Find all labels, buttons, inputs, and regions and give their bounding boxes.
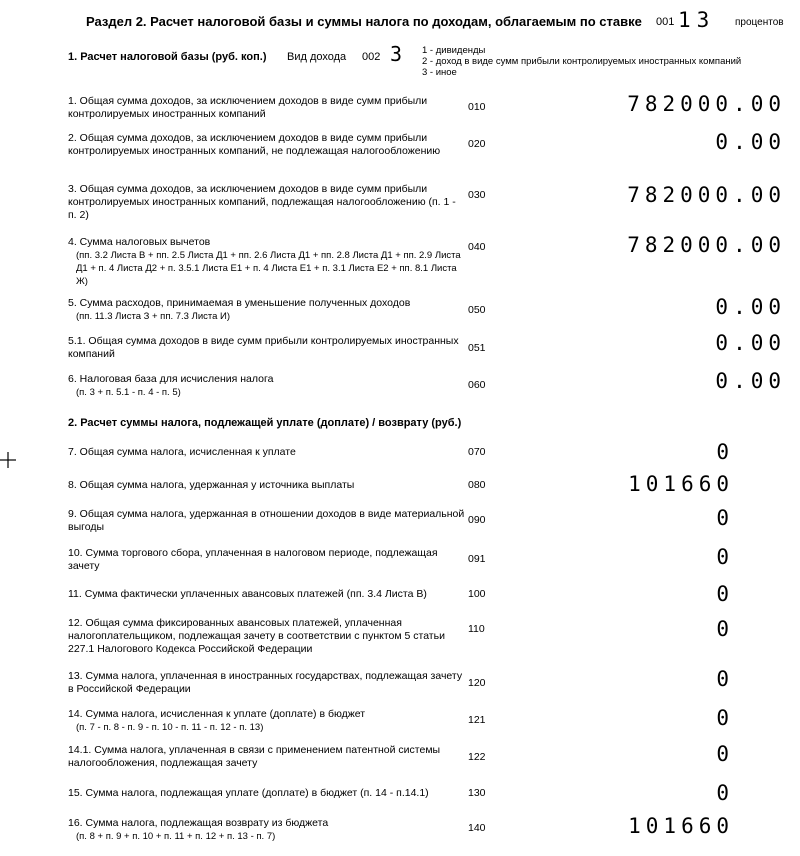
row-code: 080 <box>468 479 486 491</box>
row-value: 0 <box>716 667 734 691</box>
row-label-text: 13. Сумма налога, уплаченная в иностранных государствах, подлежащая зачету в Российской Федерации <box>68 670 463 695</box>
row-label-formula: (п. 3 + п. 5.1 - п. 4 - п. 5) <box>76 387 181 398</box>
row-code: 091 <box>468 553 486 565</box>
row-value: 0.00 <box>715 130 786 154</box>
row-code: 010 <box>468 101 486 113</box>
rate-code: 001 <box>656 16 675 28</box>
row-value: 0.00 <box>715 369 786 393</box>
row-label <box>68 132 466 158</box>
row-label-text: 2. Общая сумма доходов, за исключением доходов в виде сумм прибыли контролируемых иностранных компаний, не подлежащая налогообложению <box>68 132 441 157</box>
row-label-text: 6. Налоговая база для исчисления налога <box>68 373 274 385</box>
row-label <box>68 617 466 656</box>
row-label <box>68 335 466 361</box>
row-value: 782000.00 <box>627 183 786 207</box>
row-label-formula: (пп. 3.2 Листа В + пп. 2.5 Листа Д1 + пп. 2.6 Листа Д1 + пп. 2.8 Листа Д1 + пп. 2.9 Листа Д1 + п. 4 Листа Д2 + п. 3.5.1 Листа Е1 + п. 4 Листа Е1 + п. 3.1 Листа Е2 + пп. 8.1 Листа Ж) <box>76 250 461 287</box>
row-code: 120 <box>468 677 486 689</box>
row-code: 051 <box>468 342 486 354</box>
row-label <box>68 588 466 601</box>
row-value: 0.00 <box>715 295 786 319</box>
row-value: 101660 <box>628 472 734 496</box>
legend-item: 2 - доход в виде сумм прибыли контролируемых иностранных компаний <box>422 56 742 67</box>
row-code: 122 <box>468 751 486 763</box>
row-label <box>68 479 466 492</box>
income-type-value: 3 <box>390 42 403 66</box>
row-value: 0 <box>716 742 734 766</box>
row-label <box>68 508 466 534</box>
row-label <box>68 787 466 800</box>
row-label <box>68 744 466 770</box>
row-label <box>68 817 466 843</box>
row-label-text: 1. Общая сумма доходов, за исключением доходов в виде сумм прибыли контролируемых иностранных компаний <box>68 95 428 120</box>
row-label-text: 14. Сумма налога, исчисленная к уплате (доплате) в бюджет <box>68 708 366 720</box>
row-label-formula: (пп. 11.3 Листа З + пп. 7.3 Листа И) <box>76 311 231 322</box>
row-label-text: 10. Сумма торгового сбора, уплаченная в налоговом периоде, подлежащая зачету <box>68 547 438 572</box>
income-type-code: 002 <box>362 51 381 63</box>
row-label-text: 3. Общая сумма доходов, за исключением доходов в виде сумм прибыли контролируемых иностранных компаний, подлежащая налогообложению (п. 1 - п. 2) <box>68 183 456 221</box>
row-label-text: 5.1. Общая сумма доходов в виде сумм прибыли контролируемых иностранных компаний <box>68 335 459 360</box>
row-label <box>68 236 466 288</box>
row-value: 782000.00 <box>627 92 786 116</box>
row-value: 101660 <box>628 814 734 838</box>
row-code: 110 <box>468 623 485 635</box>
rate-unit: процентов <box>735 17 784 28</box>
row-label <box>68 547 466 573</box>
row-value: 0 <box>716 617 734 641</box>
row-code: 130 <box>468 787 486 799</box>
row-label-text: 12. Общая сумма фиксированных авансовых платежей, уплаченная налогоплательщиком, подлежащая зачету в соответствии с пунктом 5 статьи 227.1 Налогового Кодекса Российской Федерации <box>68 617 445 655</box>
row-value: 0 <box>716 582 734 606</box>
row-code: 020 <box>468 138 486 150</box>
income-type-legend <box>422 45 741 78</box>
row-label-text: 11. Сумма фактически уплаченных авансовых платежей (пп. 3.4 Листа В) <box>68 588 427 600</box>
legend-item: 1 - дивиденды <box>422 45 486 56</box>
rate-value: 13 <box>678 8 716 32</box>
row-label-text: 14.1. Сумма налога, уплаченная в связи с применением патентной системы налогообложения, подлежащая зачету <box>68 744 441 769</box>
row-value: 782000.00 <box>627 233 786 257</box>
row-value: 0 <box>716 545 734 569</box>
row-label-text: 8. Общая сумма налога, удержанная у источника выплаты <box>68 479 355 491</box>
row-code: 030 <box>468 189 486 201</box>
row-value: 0.00 <box>715 331 786 355</box>
row-label-text: 5. Сумма расходов, принимаемая в уменьшение полученных доходов <box>68 297 411 309</box>
section1-title: 1. Расчет налоговой базы (руб. коп.) <box>68 51 267 63</box>
row-label <box>68 670 466 696</box>
row-label <box>68 373 466 399</box>
row-value: 0 <box>716 781 734 805</box>
row-label-text: 4. Сумма налоговых вычетов <box>68 236 211 248</box>
income-type-label: Вид дохода <box>287 51 347 63</box>
row-code: 090 <box>468 514 486 526</box>
row-value: 0 <box>716 706 734 730</box>
row-label-formula: (п. 7 - п. 8 - п. 9 - п. 10 - п. 11 - п. 12 - п. 13) <box>76 722 264 733</box>
row-value: 0 <box>716 506 734 530</box>
row-label-text: 9. Общая сумма налога, удержанная в отношении доходов в виде материальной выгоды <box>68 508 465 533</box>
row-label <box>68 297 466 323</box>
row-label <box>68 446 466 459</box>
section2-title: 2. Расчет суммы налога, подлежащей уплате (доплате) / возврату (руб.) <box>68 417 462 429</box>
row-code: 070 <box>468 446 486 458</box>
legend-item: 3 - иное <box>422 67 457 78</box>
registration-mark-icon <box>0 452 16 468</box>
row-code: 121 <box>468 714 486 726</box>
row-code: 040 <box>468 241 486 253</box>
row-code: 100 <box>468 588 486 600</box>
row-label-text: 16. Сумма налога, подлежащая возврату из бюджета <box>68 817 329 829</box>
row-code: 050 <box>468 304 486 316</box>
row-label <box>68 183 466 222</box>
section-title: Раздел 2. Расчет налоговой базы и суммы налога по доходам, облагаемым по ставке <box>86 14 642 29</box>
row-label-formula: (п. 8 + п. 9 + п. 10 + п. 11 + п. 12 + п. 13 - п. 7) <box>76 831 276 842</box>
row-label <box>68 95 466 121</box>
row-value: 0 <box>716 440 734 464</box>
row-code: 060 <box>468 379 486 391</box>
row-label-text: 15. Сумма налога, подлежащая уплате (доплате) в бюджет (п. 14 - п.14.1) <box>68 787 429 799</box>
row-label <box>68 708 466 734</box>
row-label-text: 7. Общая сумма налога, исчисленная к уплате <box>68 446 296 458</box>
row-code: 140 <box>468 822 486 834</box>
